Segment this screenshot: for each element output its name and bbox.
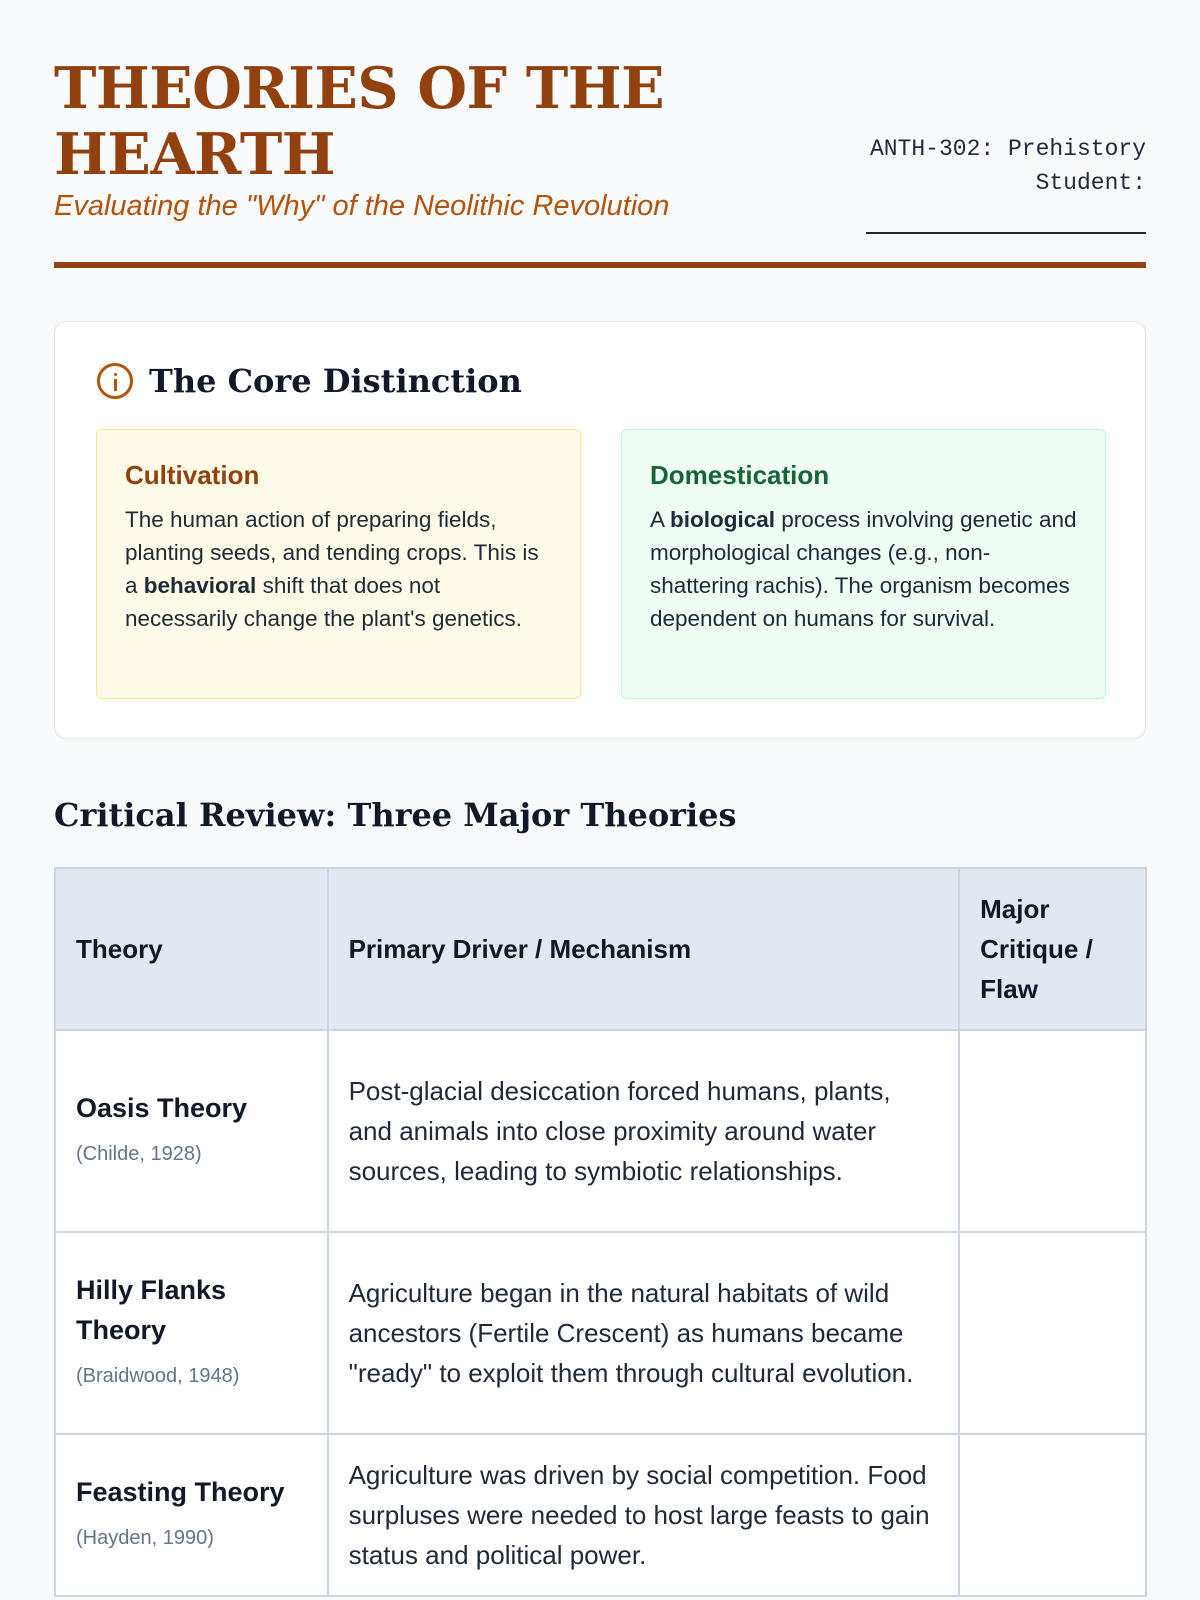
theory-name: Oasis Theory bbox=[76, 1093, 248, 1123]
student-label: Student: bbox=[1035, 170, 1146, 196]
theories-table bbox=[54, 867, 1147, 1597]
review-title: Critical Review: Three Major Theories bbox=[54, 796, 737, 834]
domestication-text: A biological process involving genetic and morphological changes (e.g., non-shattering rachis). The organism becomes dependent on humans for survival. bbox=[650, 507, 1077, 631]
table-row bbox=[55, 1434, 1146, 1596]
theory-cell bbox=[55, 1030, 328, 1232]
core-distinction-header bbox=[97, 362, 522, 400]
theory-cell bbox=[55, 1434, 328, 1596]
domestication-emphasis: biological bbox=[670, 507, 776, 532]
course-code: ANTH-302: Prehistory bbox=[869, 136, 1146, 162]
page-title: THEORIES OF THE HEARTH bbox=[54, 55, 665, 188]
column-header-mechanism: Primary Driver / Mechanism bbox=[328, 868, 960, 1030]
theory-cell bbox=[55, 1232, 328, 1434]
cultivation-text: The human action of preparing fields, planting seeds, and tending crops. This is a behavioral shift that does not necessarily change the plant's genetics. bbox=[125, 507, 539, 631]
domestication-heading: Domestication bbox=[650, 460, 830, 490]
core-distinction-title: The Core Distinction bbox=[149, 362, 522, 400]
cultivation-emphasis: behavioral bbox=[143, 573, 257, 598]
page-header bbox=[54, 0, 1146, 268]
theory-citation: (Braidwood, 1948) bbox=[76, 1365, 240, 1387]
theory-name: Feasting Theory bbox=[76, 1477, 285, 1507]
course-meta bbox=[866, 132, 1146, 234]
page-subtitle: Evaluating the "Why" of the Neolithic Revolution bbox=[54, 190, 670, 222]
student-name-line[interactable] bbox=[866, 212, 1146, 234]
table-row bbox=[55, 1232, 1146, 1434]
cultivation-box bbox=[96, 429, 581, 699]
critique-cell[interactable] bbox=[959, 1434, 1146, 1596]
theory-citation: (Childe, 1928) bbox=[76, 1143, 202, 1165]
critique-cell[interactable] bbox=[959, 1030, 1146, 1232]
mechanism-cell: Post-glacial desiccation forced humans, plants, and animals into close proximity around water sources, leading to symbiotic relationships. bbox=[328, 1030, 960, 1232]
critique-cell[interactable] bbox=[959, 1232, 1146, 1434]
mechanism-cell: Agriculture was driven by social competition. Food surpluses were needed to host large feasts to gain status and political power. bbox=[328, 1434, 960, 1596]
column-header-theory: Theory bbox=[55, 868, 328, 1030]
theory-citation: (Hayden, 1990) bbox=[76, 1527, 214, 1549]
column-header-critique: Major Critique / Flaw bbox=[959, 868, 1146, 1030]
mechanism-cell: Agriculture began in the natural habitats of wild ancestors (Fertile Crescent) as humans became "ready" to exploit them through cultural evolution. bbox=[328, 1232, 960, 1434]
theory-name: Hilly Flanks Theory bbox=[76, 1275, 227, 1345]
table-row bbox=[55, 1030, 1146, 1232]
cultivation-heading: Cultivation bbox=[125, 460, 260, 490]
domestication-box bbox=[621, 429, 1106, 699]
info-icon bbox=[97, 363, 133, 399]
core-distinction-card bbox=[54, 321, 1146, 739]
table-header-row bbox=[55, 868, 1146, 1030]
